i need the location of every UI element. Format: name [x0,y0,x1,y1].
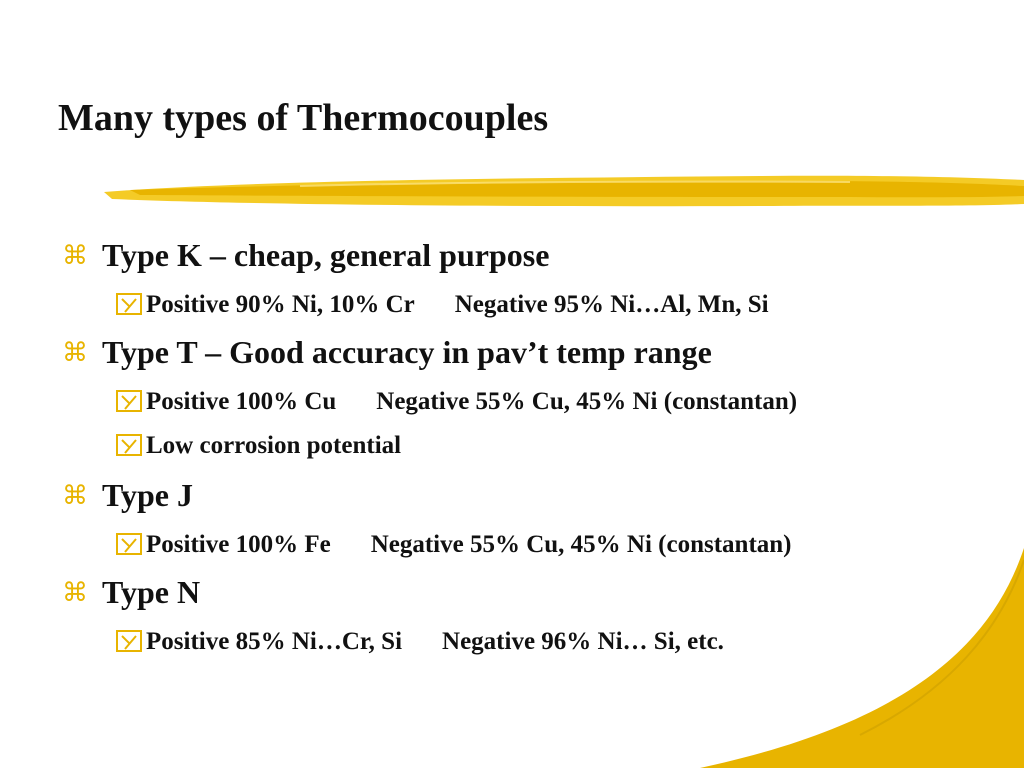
checkbox-y-icon [116,630,146,652]
place-of-interest-icon: ⌘ [62,578,88,608]
place-of-interest-icon: ⌘ [62,481,88,511]
checkbox-y-icon [116,434,146,456]
subbullet-type-n-composition [116,627,724,657]
subbullet-type-k-composition [116,290,769,320]
bullet-type-j [62,476,193,514]
negative-composition: Negative 55% Cu, 45% Ni (constantan) [376,388,798,415]
place-of-interest-icon: ⌘ [62,241,88,271]
checkbox-y-icon [116,390,146,412]
subbullet-text: Low corrosion potential [146,432,402,459]
place-of-interest-icon: ⌘ [62,338,88,368]
positive-composition: Positive 100% Cu [146,388,337,415]
bullet-label: Type T – Good accuracy in pav’t temp range [102,334,712,370]
negative-composition: Negative 55% Cu, 45% Ni (constantan) [370,531,792,558]
bullet-label: Type N [102,574,201,610]
bullet-type-t [62,333,712,371]
subbullet-type-j-composition [116,530,792,560]
bullet-type-k [62,236,549,274]
bullet-type-n [62,573,200,611]
checkbox-y-icon [116,533,146,555]
bullet-label: Type J [102,477,193,513]
negative-composition: Negative 96% Ni… Si, etc. [442,628,724,655]
positive-composition: Positive 90% Ni, 10% Cr [146,291,415,318]
subbullet-type-t-corrosion [116,431,401,461]
slide-title: Many types of Thermocouples [58,97,549,139]
bullet-label: Type K – cheap, general purpose [102,237,550,273]
subbullet-type-t-composition [116,387,797,417]
checkbox-y-icon [116,293,146,315]
positive-composition: Positive 100% Fe [146,531,331,558]
negative-composition: Negative 95% Ni…Al, Mn, Si [454,291,769,318]
positive-composition: Positive 85% Ni…Cr, Si [146,628,403,655]
